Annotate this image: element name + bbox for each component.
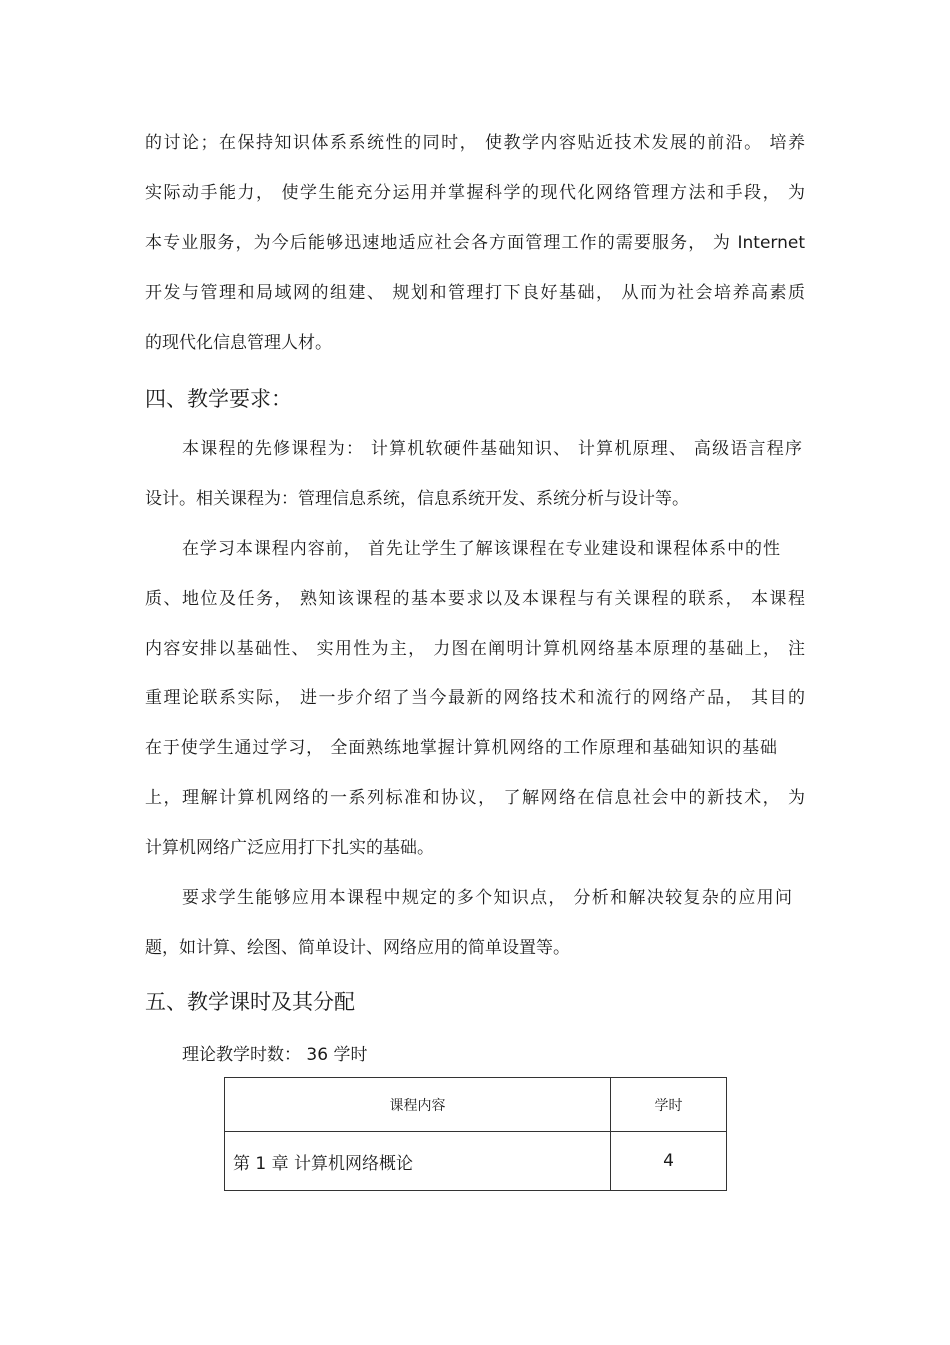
header-hours: 学时 <box>611 1078 727 1132</box>
row-content: 第 1 章 计算机网络概论 <box>225 1132 611 1191</box>
table-header-row <box>225 1078 727 1132</box>
text-line: 本课程的先修课程为： 计算机软硬件基础知识、 计算机原理、 高级语言程序 <box>182 439 802 459</box>
table-row <box>225 1132 727 1191</box>
text-line: 质、地位及任务， 熟知该课程的基本要求以及本课程与有关课程的联系， 本课程 <box>145 589 805 609</box>
section-5-heading: 五、教学课时及其分配 <box>145 990 355 1014</box>
section-4-heading: 四、教学要求： <box>145 387 292 411</box>
text-line: 在于使学生通过学习， 全面熟练地掌握计算机网络的工作原理和基础知识的基础 <box>145 738 777 758</box>
text-line: 题，如计算、绘图、简单设计、网络应用的简单设置等。 <box>145 938 570 958</box>
text-line: 实际动手能力， 使学生能充分运用并掌握科学的现代化网络管理方法和手段， 为 <box>145 183 805 203</box>
text-line: 内容安排以基础性、 实用性为主， 力图在阐明计算机网络基本原理的基础上， 注 <box>145 639 805 659</box>
text-line: 设计。相关课程为：管理信息系统，信息系统开发、系统分析与设计等。 <box>145 489 689 509</box>
text-line: 上，理解计算机网络的一系列标准和协议， 了解网络在信息社会中的新技术， 为 <box>145 788 805 808</box>
text-line: 重理论联系实际， 进一步介绍了当今最新的网络技术和流行的网络产品， 其目的 <box>145 688 805 708</box>
row-hours: 4 <box>611 1132 727 1191</box>
text-line: 在学习本课程内容前， 首先让学生了解该课程在专业建设和课程体系中的性 <box>182 539 780 559</box>
text-line: 计算机网络广泛应用打下扎实的基础。 <box>145 838 434 858</box>
hours-table <box>224 1077 727 1191</box>
text-line: 要求学生能够应用本课程中规定的多个知识点， 分析和解决较复杂的应用问 <box>182 888 792 908</box>
text-line: 本专业服务，为今后能够迅速地适应社会各方面管理工作的需要服务， 为 Internet <box>145 233 805 253</box>
theory-hours: 理论教学时数： 36 学时 <box>182 1045 368 1065</box>
text-line: 的讨论；在保持知识体系系统性的同时， 使教学内容贴近技术发展的前沿。 培养 <box>145 133 805 153</box>
text-line: 的现代化信息管理人材。 <box>145 333 332 353</box>
header-course-content: 课程内容 <box>225 1078 611 1132</box>
text-line: 开发与管理和局域网的组建、 规划和管理打下良好基础， 从而为社会培养高素质 <box>145 283 805 303</box>
